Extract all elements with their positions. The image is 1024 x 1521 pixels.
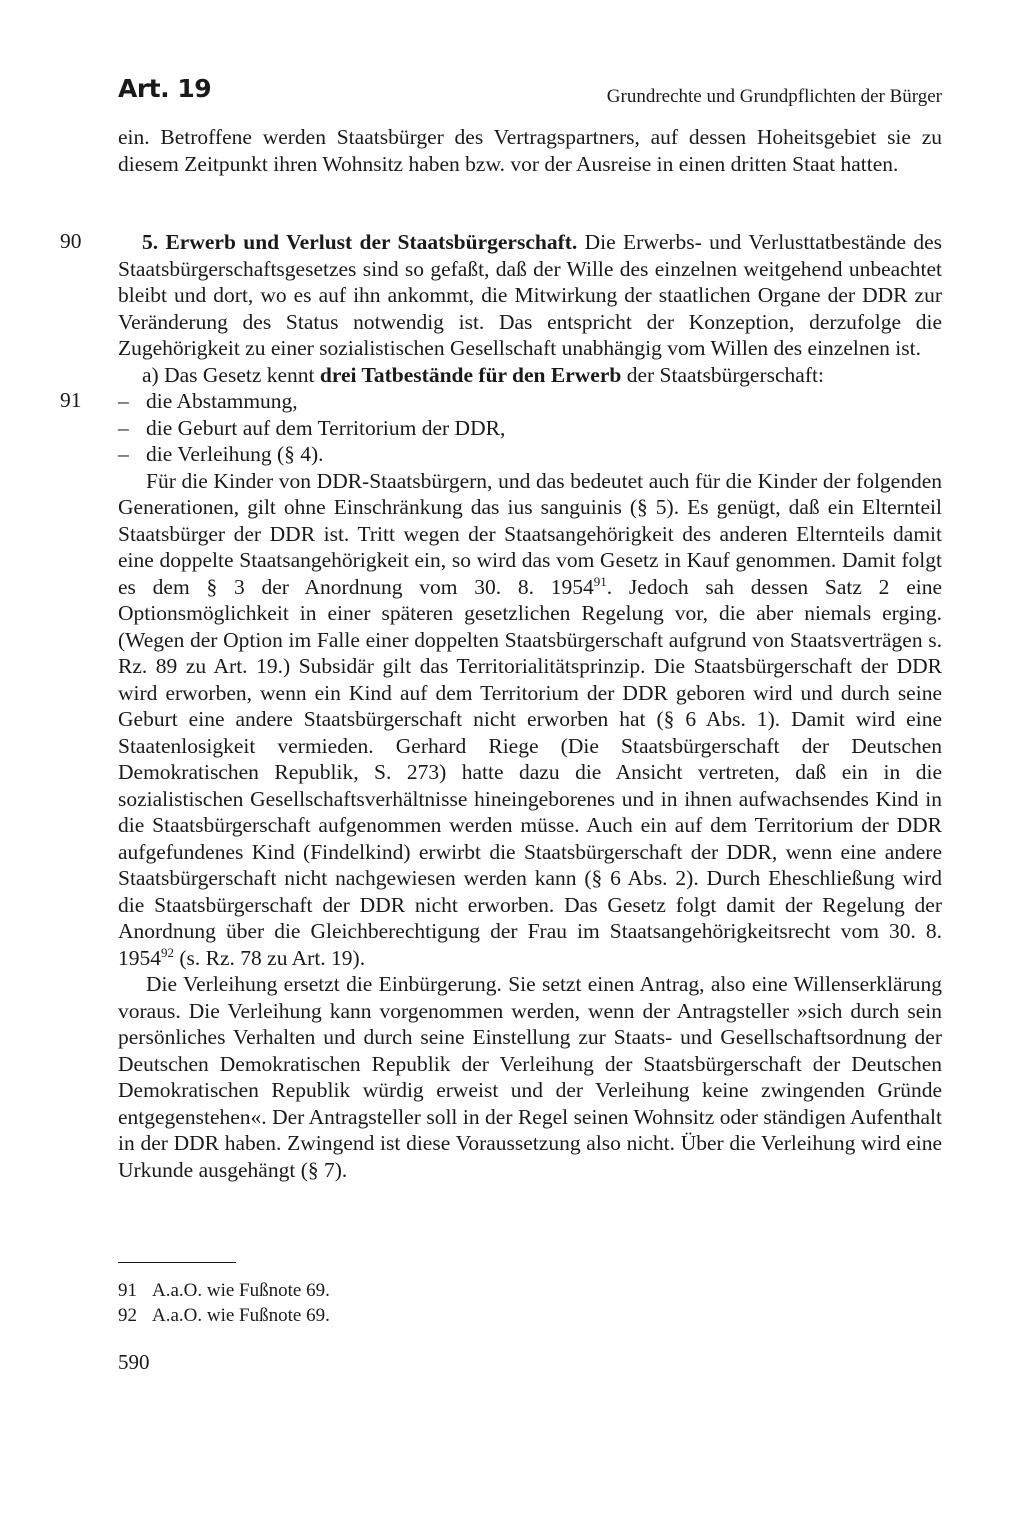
footnote-92 [118,1303,330,1328]
kinder-part-3: (s. Rz. 78 zu Art. 19). [174,945,366,970]
section-a-bold: drei Tatbestände für den Erwerb [319,362,622,387]
article-heading: Art. 19 [118,74,212,103]
footnote-91 [118,1278,330,1303]
section-5-heading: 5. Erwerb und Verlust der Staatsbürgerschaft. [142,230,578,254]
acquisition-list [118,388,942,468]
section-a-prefix: a) Das Gesetz kennt [142,362,320,387]
footnote-number: 91 [118,1280,137,1301]
running-title: Grundrechte und Grundpflichten der Bürger [606,86,942,107]
page-number: 590 [118,1350,150,1374]
main-text-block [118,229,942,1183]
section-a-suffix: der Staatsbürgerschaft: [621,362,824,387]
margin-number-90: 90 [60,229,82,253]
kinder-part-1: Für die Kinder von DDR-Staatsbürgern, und das bedeutet auch für die Kinder der folgenden Generationen, gilt ohne Einschränkung das ius sanguinis (§ 5). Es genügt, daß ein Elternteil Staatsbürger der DDR ist. Tritt wegen der Staatsangehörigkeit des anderen Elternteils damit eine doppelte Staatsangehörigkeit ein, so wird das vom Gesetz in Kauf genommen. Damit folgt es dem § 3 der Anordnung vom 30. 8. 1954 [118,468,942,599]
section-a-paragraph [118,362,942,389]
footnote-number: 92 [118,1305,137,1326]
continued-paragraph [118,124,942,177]
footnote-ref-92[interactable]: 92 [161,944,174,960]
footnotes [118,1278,330,1328]
list-item: – die Verleihung (§ 4). [118,441,942,468]
kinder-paragraph [118,468,942,972]
footnote-divider [118,1262,236,1263]
list-item: – die Abstammung, [118,388,942,415]
footnote-ref-91[interactable]: 91 [593,573,607,589]
kinder-part-2: . Jedoch sah dessen Satz 2 eine Optionsmöglichkeit in einer späteren gesetzlichen Regelung vor, die aber niemals erging. (Wegen der Option im Falle einer doppelten Staatsbürgerschaft aufgrund von Staatsverträgen s. Rz. 89 zu Art. 19.) Subsidär gilt das Territorialitätsprinzip. Die Staatsbürgerschaft der DDR wird erworben, wenn ein Kind auf dem Territorium der DDR geboren wird und durch seine Geburt eine andere Staatsbürgerschaft nicht erworben hat (§ 6 Abs. 1). Damit wird eine Staatenlosigkeit vermieden. Gerhard Riege (Die Staatsbürgerschaft der Deutschen Demokratischen Republik, S. 273) hatte dazu die Ansicht vertreten, daß ein in die sozialistischen Gesellschaftsverhältnisse hineingeborenes und in ihnen aufwachsendes Kind in die Staatsbürgerschaft aufgenommen werden müsse. Auch ein auf dem Territorium der DDR aufgefundenes Kind (Findelkind) erwirbt die Staatsbürgerschaft der DDR, wenn eine andere Staatsbürgerschaft nicht nachgewiesen werden kann (§ 6 Abs. 2). Durch Eheschließung wird die Staatsbürgerschaft der DDR nicht erworben. Das Gesetz folgt damit der Regelung der Anordnung über die Gleichberechtigung der Frau im Staatsangehörigkeitsrecht vom 30. 8. 1954 [118,574,942,970]
footnote-text: A.a.O. wie Fußnote 69. [152,1305,330,1326]
section-5-paragraph [118,229,942,362]
list-item: – die Geburt auf dem Territorium der DDR, [118,415,942,442]
section-5-text: Die Erwerbs- und Verlusttatbestände des Staatsbürgerschaftsgesetzes sind so gefaßt, daß der Wille des einzelnen weitgehend unbeachtet bleibt und dort, wo es auf ihn ankommt, die Mitwirkung der staatlichen Organe der DDR zur Veränderung des Status notwendig ist. Das entspricht der Konzeption, derzufolge die Zugehörigkeit zu einer sozialistischen Gesellschaft unabhängig vom Willen des einzelnen ist. [118,230,943,360]
margin-number-91: 91 [60,388,82,412]
footnote-text: A.a.O. wie Fußnote 69. [152,1280,330,1301]
paragraph-text: ein. Betroffene werden Staatsbürger des Vertragspartners, auf dessen Hoheitsgebiet sie zu diesem Zeitpunkt ihren Wohnsitz haben bzw. vor der Ausreise in einen dritten Staat hatten. [118,125,942,176]
verleihung-paragraph: Die Verleihung ersetzt die Einbürgerung. Sie setzt einen Antrag, also eine Willenserklärung voraus. Die Verleihung kann vorgenommen werden, wenn der Antragsteller »sich durch sein persönliches Verhalten und durch seine Einstellung zur Staats- und Gesellschaftsordnung der Deutschen Demokratischen Republik der Verleihung der Staatsbürgerschaft der Deutschen Demokratischen Republik würdig erweist und der Verleihung keine zwingenden Gründe entgegenstehen«. Der Antragsteller soll in der Regel seinen Wohnsitz oder ständigen Aufenthalt in der DDR haben. Zwingend ist diese Voraussetzung also nicht. Über die Verleihung wird eine Urkunde ausgehängt (§ 7). [118,972,942,1182]
